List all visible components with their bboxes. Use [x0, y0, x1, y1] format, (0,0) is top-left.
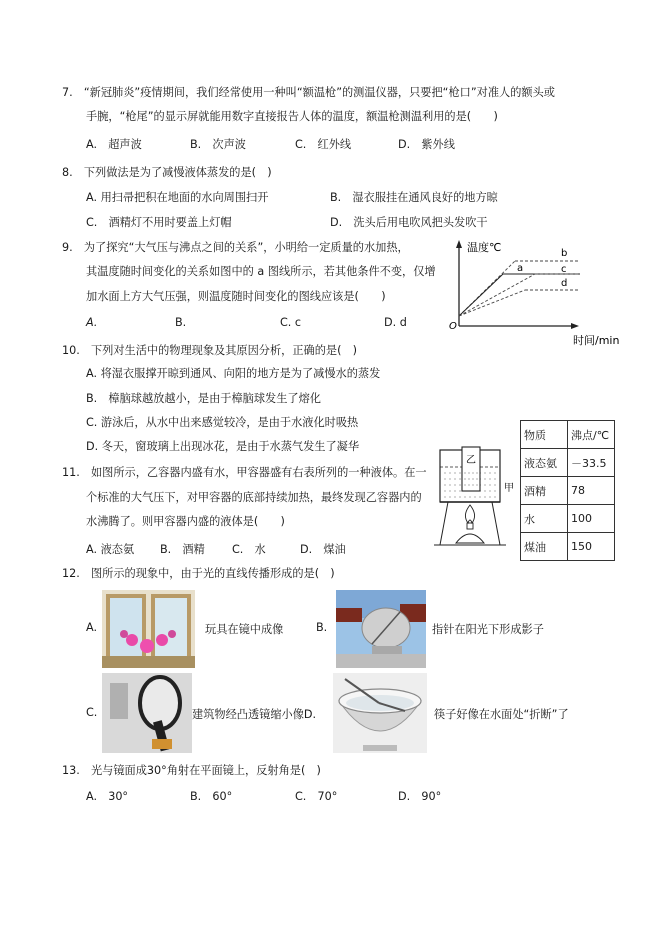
q8-option-a: A. 用扫帚把积在地面的水向周围扫开	[86, 191, 269, 204]
q7-stem-line2: 手腕，“枪尾”的显示屏就能用数字直接报告人体的温度，额温枪测温利用的是( )	[86, 110, 498, 123]
table-cell: 100	[568, 505, 615, 533]
q7-option-b: B. 次声波	[190, 138, 246, 151]
q9-option-d: D. d	[384, 316, 407, 329]
q12-photo-convex-lens	[102, 673, 192, 753]
q9-option-c: C. c	[280, 316, 302, 329]
graph-xlabel: 时间/min	[573, 334, 620, 347]
q13-option-b: B. 60°	[190, 790, 233, 803]
q10-stem: 10. 下列对生活中的物理现象及其原因分析，正确的是( )	[62, 344, 358, 357]
table-header-boiling-point: 沸点/℃	[568, 421, 615, 449]
figure-label-yi: 乙	[466, 455, 476, 466]
q7-option-a: A. 超声波	[86, 138, 142, 151]
table-cell: 液态氨	[521, 449, 568, 477]
q10-option-c: C. 游泳后，从水中出来感觉较冷，是由于水液化时吸热	[86, 416, 359, 429]
table-row	[521, 449, 615, 477]
q10-option-d: D. 冬天，窗玻璃上出现冰花，是由于水蒸气发生了凝华	[86, 440, 360, 453]
q13-option-a: A. 30°	[86, 790, 129, 803]
q7-option-c: C. 红外线	[295, 138, 352, 151]
table-row	[521, 533, 615, 561]
curve-b-label: b	[561, 248, 568, 259]
q10-option-b: B. 樟脑球越放越小，是由于樟脑球发生了熔化	[86, 392, 321, 405]
q12-item-a-letter: A.	[86, 621, 98, 634]
q9-stem-line3: 加水面上方大气压强，则温度随时间变化的图线应该是( )	[86, 290, 386, 303]
q9-option-a: A.	[86, 316, 98, 329]
q11-stem-line2: 个标准的大气压下，对甲容器的底部持续加热，最终发现乙容器内的	[86, 491, 422, 504]
q10-option-a: A. 将湿衣服撑开晾到通风、向阳的地方是为了减慢水的蒸发	[86, 367, 381, 380]
table-cell: 150	[568, 533, 615, 561]
q12-photo-sundial	[336, 590, 426, 668]
table-row	[521, 505, 615, 533]
curve-a-label: a	[517, 263, 524, 274]
q7-option-d: D. 紫外线	[398, 138, 455, 151]
q11-boiling-point-table	[520, 420, 615, 561]
curve-d-label: d	[561, 278, 568, 289]
q11-stem-line1: 11. 如图所示，乙容器内盛有水，甲容器盛有右表所列的一种液体。在一	[62, 466, 427, 479]
q11-option-c: C. 水	[232, 543, 266, 556]
q13-stem: 13. 光与镜面成30°角射在平面镜上，反射角是( )	[62, 764, 321, 777]
q11-heating-apparatus-figure	[430, 445, 522, 555]
table-cell: 水	[521, 505, 568, 533]
q11-stem-line3: 水沸腾了。则甲容器内盛的液体是( )	[86, 515, 285, 528]
q7-stem-line1: 7. “新冠肺炎”疫情期间，我们经常使用一种叫“额温枪”的测温仪器，只要把“枪口”对准人的额头或	[62, 86, 555, 99]
q9-temperature-time-graph	[445, 236, 635, 348]
q12-photo-toy-in-mirror	[102, 590, 195, 668]
q8-option-c: C. 酒精灯不用时要盖上灯帽	[86, 216, 232, 229]
table-header-substance: 物质	[521, 421, 568, 449]
q12-item-b-letter: B.	[316, 621, 328, 634]
q12-item-b-caption: 指针在阳光下形成影子	[432, 623, 544, 636]
q13-option-c: C. 70°	[295, 790, 338, 803]
table-cell: 酒精	[521, 477, 568, 505]
q9-option-b: B.	[175, 316, 187, 329]
q9-stem-line1: 9. 为了探究“大气压与沸点之间的关系”，小明给一定质量的水加热，	[62, 241, 409, 254]
q8-option-d: D. 洗头后用电吹风把头发吹干	[330, 216, 488, 229]
curve-c-label: c	[561, 264, 567, 275]
q12-stem: 12. 图所示的现象中，由于光的直线传播形成的是( )	[62, 567, 335, 580]
table-cell: 78	[568, 477, 615, 505]
q11-option-a: A. 液态氨	[86, 543, 135, 556]
q12-item-c-letter: C.	[86, 706, 98, 719]
graph-origin: O	[449, 321, 457, 332]
q13-option-d: D. 90°	[398, 790, 442, 803]
q11-option-b: B. 酒精	[160, 543, 205, 556]
q9-stem-line2: 其温度随时间变化的关系如图中的 a 图线所示，若其他条件不变，仅增	[86, 265, 436, 278]
q12-item-a-caption: 玩具在镜中成像	[205, 623, 284, 636]
figure-label-jia: 甲	[504, 483, 514, 494]
q8-stem: 8. 下列做法是为了减慢液体蒸发的是( )	[62, 166, 272, 179]
table-cell: 煤油	[521, 533, 568, 561]
curve-d-rise	[459, 290, 525, 316]
q12-photo-chopstick-in-bowl	[333, 673, 427, 753]
table-row	[521, 477, 615, 505]
q12-item-c-caption: 建筑物经凸透镜缩小像D.	[192, 708, 317, 721]
table-row	[521, 421, 615, 449]
q8-option-b: B. 湿衣服挂在通风良好的地方晾	[330, 191, 498, 204]
q11-option-d: D. 煤油	[300, 543, 346, 556]
graph-ylabel: 温度℃	[467, 241, 502, 254]
table-cell: －33.5	[568, 449, 615, 477]
q12-item-d-caption: 筷子好像在水面处“折断”了	[434, 708, 569, 721]
